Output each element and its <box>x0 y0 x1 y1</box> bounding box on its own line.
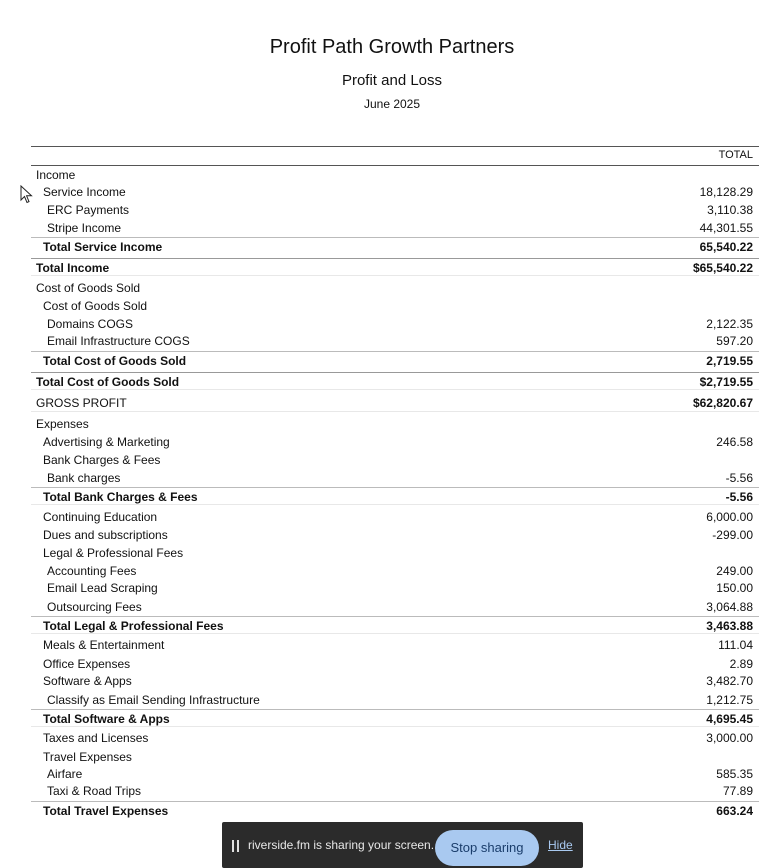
row-label: Classify as Email Sending Infrastructure <box>47 693 260 707</box>
row-total-bank-charges-fees[interactable] <box>31 487 759 505</box>
row-bank-charges[interactable] <box>31 469 759 487</box>
row-advertising-marketing[interactable] <box>31 433 759 451</box>
row-label: Legal & Professional Fees <box>43 546 184 560</box>
report-title: Profit and Loss <box>341 72 443 89</box>
row-amount: 4,695.45 <box>706 712 753 726</box>
row-amount: 6,000.00 <box>706 510 753 524</box>
row-label: Stripe Income <box>47 221 122 235</box>
row-label: Accounting Fees <box>47 564 137 578</box>
row-amount: 3,000.00 <box>706 731 753 745</box>
row-office-expenses[interactable] <box>31 655 759 673</box>
row-amount: $62,820.67 <box>692 396 753 410</box>
row-amount: $2,719.55 <box>699 375 753 389</box>
row-amount: 249.00 <box>716 564 753 578</box>
row-dues-subscriptions[interactable] <box>31 526 759 544</box>
row-amount: 246.58 <box>716 435 753 449</box>
row-amount: 3,064.88 <box>706 600 753 614</box>
row-amount: 663.24 <box>716 804 753 818</box>
row-label: Bank charges <box>47 471 121 485</box>
company-name: Profit Path Growth Partners <box>269 36 515 58</box>
row-service-income[interactable] <box>31 183 759 201</box>
row-outsourcing-fees[interactable] <box>31 598 759 616</box>
row-cogs-section[interactable] <box>31 279 759 297</box>
row-total-legal-professional-fees[interactable] <box>31 616 759 634</box>
row-label: Total Software & Apps <box>43 712 170 726</box>
row-taxes-licenses[interactable] <box>31 729 759 747</box>
row-label: Outsourcing Fees <box>47 600 142 614</box>
mouse-cursor-icon <box>20 185 34 205</box>
total-column-header: TOTAL <box>718 149 753 161</box>
row-total-income[interactable] <box>31 258 759 276</box>
row-amount: 597.20 <box>716 334 753 348</box>
row-label: Total Cost of Goods Sold <box>43 354 187 368</box>
row-label: ERC Payments <box>47 203 130 217</box>
row-amount: 585.35 <box>716 767 753 781</box>
row-amount: -5.56 <box>725 471 753 485</box>
row-label: Office Expenses <box>43 657 131 671</box>
row-label: Continuing Education <box>43 510 158 524</box>
row-stripe-income[interactable] <box>31 219 759 237</box>
row-label: GROSS PROFIT <box>36 396 127 410</box>
row-amount: 77.89 <box>722 784 753 798</box>
row-label: Cost of Goods Sold <box>43 299 148 313</box>
row-amount: 2,122.35 <box>706 317 753 331</box>
row-amount: 3,482.70 <box>706 674 753 688</box>
stop-sharing-button[interactable]: Stop sharing <box>435 830 539 866</box>
row-label: Email Infrastructure COGS <box>47 334 190 348</box>
row-label: Meals & Entertainment <box>43 638 165 652</box>
row-total-travel-expenses[interactable] <box>31 801 759 819</box>
row-continuing-education[interactable] <box>31 508 759 526</box>
table-top-divider <box>31 146 759 147</box>
row-label: Cost of Goods Sold <box>36 281 141 295</box>
row-amount: 3,110.38 <box>707 203 753 217</box>
row-label: Expenses <box>36 417 89 431</box>
row-label: Dues and subscriptions <box>43 528 168 542</box>
row-accounting-fees[interactable] <box>31 562 759 580</box>
row-label: Service Income <box>43 185 126 199</box>
row-total-cogs-group[interactable] <box>31 351 759 369</box>
row-label: Total Cost of Goods Sold <box>36 375 180 389</box>
row-travel-expenses[interactable] <box>31 748 759 766</box>
row-label: Total Bank Charges & Fees <box>43 490 198 504</box>
row-label: Taxi & Road Trips <box>47 784 142 798</box>
row-label: Bank Charges & Fees <box>43 453 161 467</box>
screen-share-bar <box>222 822 583 868</box>
pause-icon <box>232 840 240 852</box>
row-income-section[interactable] <box>31 166 759 184</box>
row-label: Income <box>36 168 76 182</box>
row-amount: -299.00 <box>712 528 753 542</box>
share-status-text: riverside.fm is sharing your screen. <box>248 838 435 852</box>
row-airfare[interactable] <box>31 765 759 783</box>
row-amount: 3,463.88 <box>706 619 753 633</box>
row-amount: $65,540.22 <box>692 261 753 275</box>
row-email-sending-infrastructure[interactable] <box>31 691 759 709</box>
row-total-software-apps[interactable] <box>31 709 759 727</box>
row-label: Domains COGS <box>47 317 134 331</box>
row-taxi-road-trips[interactable] <box>31 782 759 800</box>
row-label: Total Travel Expenses <box>43 804 169 818</box>
row-label: Total Legal & Professional Fees <box>43 619 224 633</box>
row-amount: 2,719.55 <box>706 354 753 368</box>
row-email-infrastructure-cogs[interactable] <box>31 332 759 350</box>
row-total-cogs[interactable] <box>31 372 759 390</box>
row-total-service-income[interactable] <box>31 237 759 255</box>
row-label: Advertising & Marketing <box>43 435 170 449</box>
row-amount: 18,128.29 <box>699 185 753 199</box>
row-label: Travel Expenses <box>43 750 132 764</box>
row-erc-payments[interactable] <box>31 201 759 219</box>
row-software-apps[interactable] <box>31 672 759 690</box>
row-meals-entertainment[interactable] <box>31 636 759 654</box>
row-legal-professional-fees[interactable] <box>31 544 759 562</box>
row-label: Email Lead Scraping <box>47 581 158 595</box>
row-amount: 44,301.55 <box>699 221 753 235</box>
hide-share-bar-link[interactable]: Hide <box>548 838 573 852</box>
row-amount: 2.89 <box>729 657 753 671</box>
row-gross-profit[interactable] <box>31 394 759 412</box>
row-label: Software & Apps <box>43 674 132 688</box>
row-amount: -5.56 <box>725 490 753 504</box>
row-amount: 111.04 <box>718 638 753 652</box>
row-expenses-section[interactable] <box>31 415 759 433</box>
row-email-lead-scraping[interactable] <box>31 579 759 597</box>
report-period: June 2025 <box>363 97 421 111</box>
row-label: Total Service Income <box>43 240 163 254</box>
row-bank-charges-fees[interactable] <box>31 451 759 469</box>
row-amount: 1,212.75 <box>706 693 753 707</box>
row-domains-cogs[interactable] <box>31 315 759 333</box>
row-label: Total Income <box>36 261 110 275</box>
row-amount: 65,540.22 <box>699 240 753 254</box>
row-label: Taxes and Licenses <box>43 731 149 745</box>
row-cogs-group[interactable] <box>31 297 759 315</box>
row-label: Airfare <box>47 767 83 781</box>
row-amount: 150.00 <box>716 581 753 595</box>
